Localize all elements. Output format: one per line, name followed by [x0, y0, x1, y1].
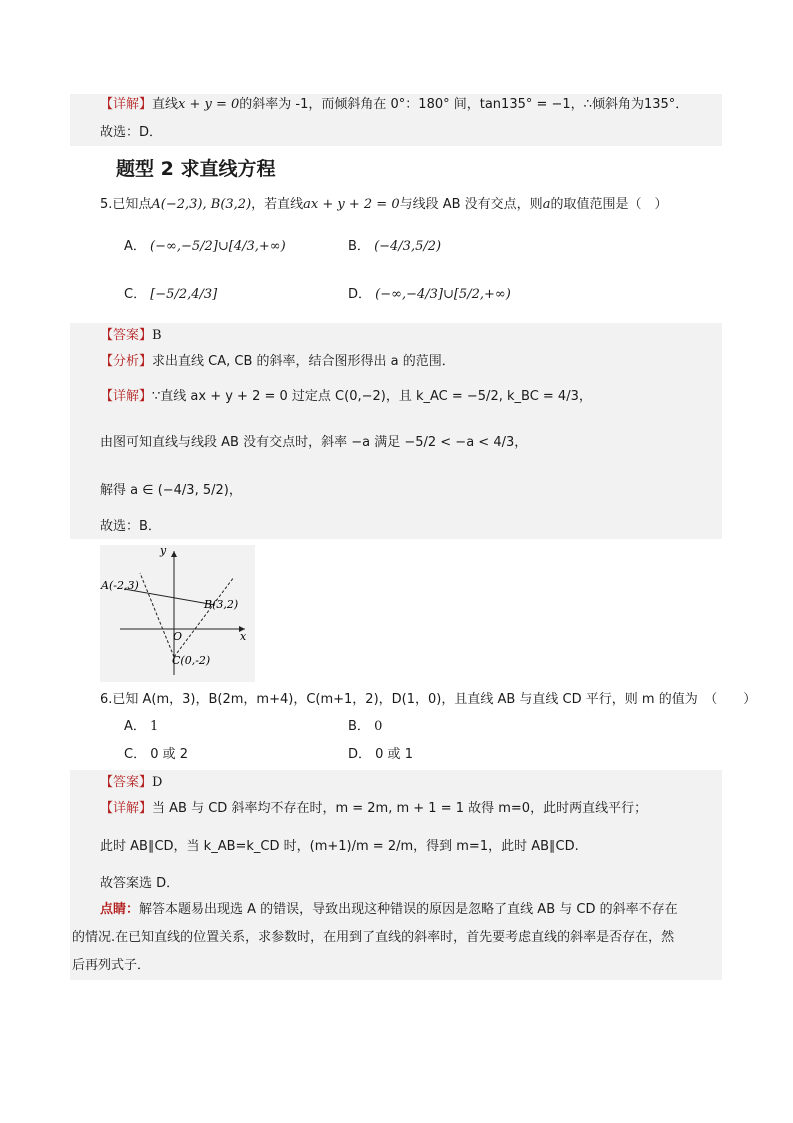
q6-stem: 6.已知 A(m，3)，B(2m，m+4)，C(m+1，2)，D(1，0)，且直线 AB 与直线 CD 平行，则 m 的值为 （ ）	[100, 692, 757, 707]
label-point-b: B(3,2)	[204, 598, 239, 611]
a6-detail-line2: 此时 AB∥CD，当 k_AB=k_CD 时，(m+1)/m = 2/m，得到 m=1，此时 AB∥CD.	[100, 839, 579, 854]
a6-choose: 故答案选 D．	[100, 876, 180, 891]
a5-answer: 【答案】B	[100, 328, 162, 343]
q6-option-c[interactable]: C． 0 或 2	[124, 747, 189, 762]
label-origin: O	[173, 630, 183, 643]
q5-stem: 5.已知点A(−2,3), B(3,2)，若直线ax + y + 2 = 0与线段 AB 没有交点，则a的取值范围是（ ）	[100, 197, 668, 212]
label-point-c: C(0,-2)	[172, 654, 211, 667]
choose1: 故选：D．	[100, 125, 163, 140]
q5-option-b[interactable]: B． (−4/3,5/2)	[348, 239, 442, 254]
a6-detail-line1: 【详解】当 AB 与 CD 斜率均不存在时，m = 2m, m + 1 = 1 故得 m=0，此时两直线平行；	[100, 801, 648, 816]
a5-detail-line2: 由图可知直线与线段 AB 没有交点时，斜率 −a 满足 −5/2 < −a < 4/3，	[100, 435, 528, 450]
q6-option-a[interactable]: A． 1	[124, 719, 159, 734]
q5-option-a[interactable]: A． (−∞,−5/2]∪[4/3,+∞)	[124, 239, 286, 254]
coordinate-figure	[100, 545, 255, 682]
detail1-line: 【详解】直线x + y = 0的斜率为 -1，而倾斜角在 0°：180° 间，tan135° = −1，∴倾斜角为135°．	[100, 97, 689, 112]
a6-tip-line3: 后再列式子．	[72, 958, 151, 973]
a5-analysis: 【分析】求出直线 CA, CB 的斜率，结合图形得出 a 的范围．	[100, 354, 455, 369]
line-equation: x + y = 0	[178, 97, 240, 112]
a6-answer: 【答案】D	[100, 775, 163, 790]
a6-tip-line2: 的情况.在已知直线的位置关系，求参数时，在用到了直线的斜率时，首先要考虑直线的斜率是否存在，然	[72, 930, 675, 945]
label-point-a: A(-2,3)	[101, 579, 139, 592]
a5-detail-line3: 解得 a ∈ (−4/3, 5/2)，	[100, 483, 242, 498]
section-heading: 题型 2 求直线方程	[116, 158, 276, 180]
q6-option-d[interactable]: D． 0 或 1	[348, 747, 413, 762]
q6-option-b[interactable]: B． 0	[348, 719, 383, 734]
q5-option-c[interactable]: C． [−5/2,4/3]	[124, 287, 218, 302]
q5-option-d[interactable]: D． (−∞,−4/3]∪[5/2,+∞)	[348, 287, 511, 302]
label-x: x	[240, 630, 247, 643]
a5-choose: 故选：B．	[100, 519, 161, 534]
a6-tip-line1: 点睛：解答本题易出现选 A 的错误，导致出现这种错误的原因是忽略了直线 AB 与 CD 的斜率不存在	[100, 902, 678, 917]
label-y: y	[160, 545, 167, 557]
detail-tag: 【详解】	[100, 97, 153, 112]
a5-detail-line1: 【详解】∵直线 ax + y + 2 = 0 过定点 C(0,−2)，且 k_AC = −5/2, k_BC = 4/3，	[100, 389, 592, 404]
